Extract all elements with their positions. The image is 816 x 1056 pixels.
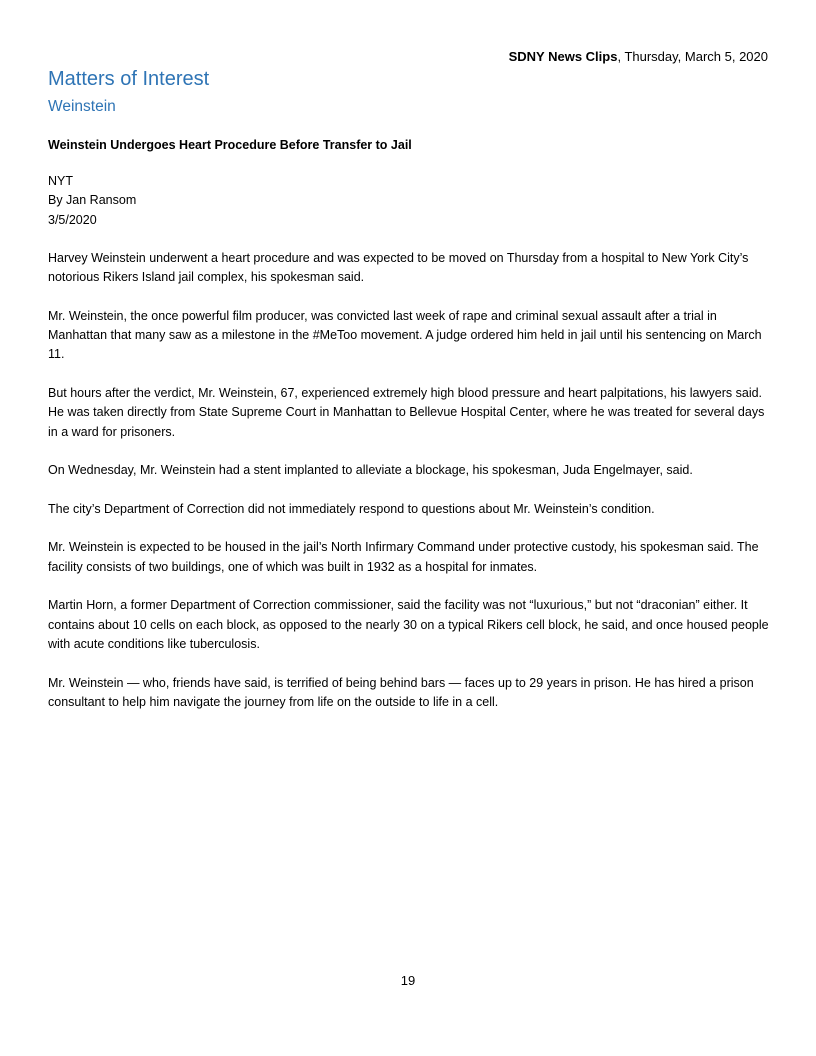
article-source: NYT: [48, 174, 73, 188]
paragraph: Martin Horn, a former Department of Correction commissioner, said the facility was not “luxurious,” but not “draconian” either. It contains about 10 cells on each block, as opposed to the nearly 30 on a typical Rikers cell block, he said, and once housed people with acute conditions like tuberculosis.: [48, 598, 769, 651]
paragraph: The city’s Department of Correction did not immediately respond to questions about Mr. Weinstein’s condition.: [48, 501, 655, 516]
article-body: [48, 249, 770, 731]
header-date: , Thursday, March 5, 2020: [617, 49, 768, 64]
paragraph: Mr. Weinstein, the once powerful film producer, was convicted last week of rape and criminal sexual assault after a trial in Manhattan that many saw as a milestone in the #MeToo movement. A judge ordered him held in jail until his sentencing on March 11.: [48, 308, 762, 362]
page-number: 19: [400, 973, 416, 988]
paragraph: Mr. Weinstein is expected to be housed in the jail’s North Infirmary Command under protective custody, his spokesman said. The facility consists of two buildings, one of which was built in 1932 as a hospital for inmates.: [48, 540, 759, 574]
publication-name: SDNY News Clips: [508, 49, 618, 64]
article-title: Weinstein Undergoes Heart Procedure Before Transfer to Jail: [48, 138, 412, 152]
paragraph: Mr. Weinstein — who, friends have said, is terrified of being behind bars — faces up to 29 years in prison. He has hired a prison consultant to help him navigate the journey from life on the outside to life in a cell.: [48, 675, 754, 709]
article-date: 3/5/2020: [48, 212, 97, 227]
header-line: [509, 48, 768, 66]
paragraph: On Wednesday, Mr. Weinstein had a stent implanted to alleviate a blockage, his spokesman, Juda Engelmayer, said.: [48, 463, 693, 478]
section-subtitle: Weinstein: [48, 98, 116, 115]
paragraph: Harvey Weinstein underwent a heart procedure and was expected to be moved on Thursday from a hospital to New York City’s notorious Rikers Island jail complex, his spokesman said.: [48, 251, 749, 285]
paragraph: But hours after the verdict, Mr. Weinstein, 67, experienced extremely high blood pressure and heart palpitations, his lawyers said. He was taken directly from State Supreme Court in Manhattan to Bellevue Hospital Center, where he was treated for several days in a ward for prisoners.: [48, 386, 765, 439]
article-byline: By Jan Ransom: [48, 193, 137, 208]
article-meta: [48, 172, 136, 230]
section-title: Matters of Interest: [48, 68, 210, 90]
